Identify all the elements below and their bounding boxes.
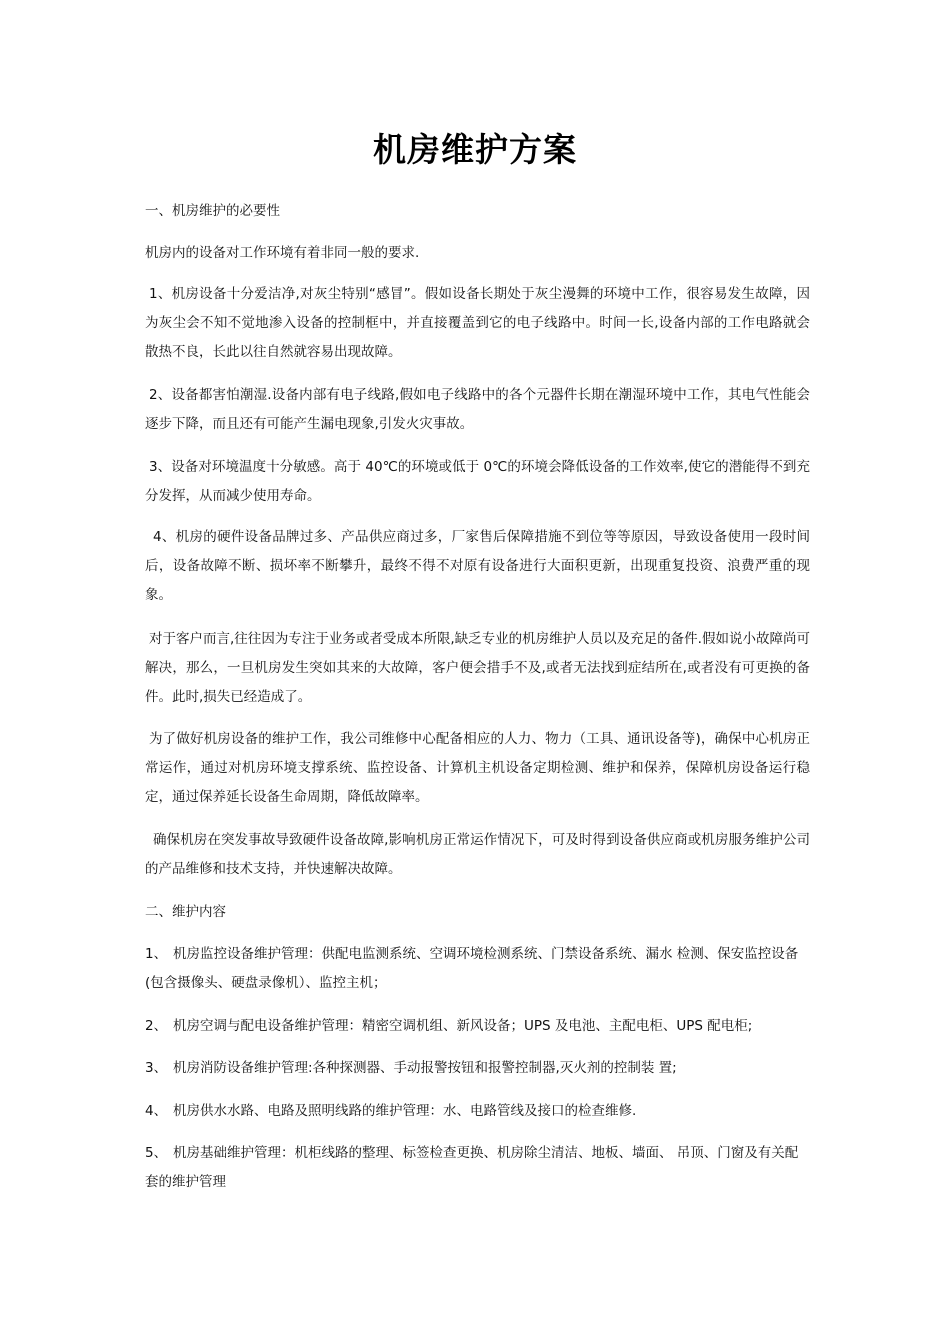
paragraph-customer: 对于客户而言,往往因为专注于业务或者受成本所限,缺乏专业的机房维护人员以及充足的备件.假如说小故障尚可解决，那么，一旦机房发生突如其来的大故障，客户便会措手不及,或者无法找到症结所在,或者没有可更换的备件。此时,损失已经造成了。 — [145, 631, 810, 705]
list-item-number: 5、 — [145, 1145, 168, 1161]
paragraph-intro: 机房内的设备对工作环境有着非同一般的要求. — [145, 245, 420, 261]
list-item — [145, 940, 810, 998]
list-item-number: 1、 — [145, 946, 168, 962]
list-item-text: 机房监控设备维护管理：供配电监测系统、空调环境检测系统、门禁设备系统、漏水 检测、保安监控设备(包含摄像头、硬盘录像机）、监控主机； — [145, 946, 799, 991]
list-item — [145, 1012, 810, 1041]
list-item-text: 机房供水水路、电路及照明线路的维护管理：水、电路管线及接口的检查维修. — [173, 1103, 637, 1119]
paragraph-temperature: 3、设备对环境温度十分敏感。高于 40℃的环境或低于 0℃的环境会降低设备的工作效率,使它的潜能得不到充分发挥，从而减少使用寿命。 — [145, 459, 810, 504]
list-item — [145, 1139, 810, 1197]
list-item-number: 4、 — [145, 1103, 168, 1119]
list-item-text: 机房空调与配电设备维护管理：精密空调机组、新风设备；UPS 及电池、主配电柜、UPS 配电柜; — [173, 1018, 753, 1034]
paragraph-emergency: 确保机房在突发事故导致硬件设备故障,影响机房正常运作情况下，可及时得到设备供应商或机房服务维护公司的产品维修和技术支持，并快速解决故障。 — [145, 832, 810, 877]
section-heading-content: 二、维护内容 — [145, 904, 226, 920]
paragraph-dust: 1、机房设备十分爱洁净,对灰尘特别“感冒”。假如设备长期处于灰尘漫舞的环境中工作，很容易发生故障，因为灰尘会不知不觉地渗入设备的控制框中，并直接覆盖到它的电子线路中。时间一长,设备内部的工作电路就会散热不良，长此以往自然就容易出现故障。 — [145, 286, 810, 360]
list-item-number: 2、 — [145, 1018, 168, 1034]
section-heading-necessity: 一、机房维护的必要性 — [145, 203, 280, 219]
list-item-number: 3、 — [145, 1060, 168, 1076]
page-title: 机房维护方案 — [373, 130, 577, 169]
paragraph-maintenance-work: 为了做好机房设备的维护工作，我公司维修中心配备相应的人力、物力（工具、通讯设备等)，确保中心机房正常运作，通过对机房环境支撑系统、监控设备、计算机主机设备定期检测、维护和保养，保障机房设备运行稳定，通过保养延长设备生命周期，降低故障率。 — [145, 731, 810, 805]
paragraph-hardware-brands: 4、机房的硬件设备品牌过多、产品供应商过多，厂家售后保障措施不到位等等原因，导致设备使用一段时间后，设备故障不断、损坏率不断攀升，最终不得不对原有设备进行大面积更新，出现重复投资、浪费严重的现象。 — [145, 529, 810, 603]
list-item-text: 机房基础维护管理：机柜线路的整理、标签检查更换、机房除尘清洁、地板、墙面、 吊顶、门窗及有关配套的维护管理 — [145, 1145, 799, 1190]
paragraph-humidity: 2、设备都害怕潮湿.设备内部有电子线路,假如电子线路中的各个元器件长期在潮湿环境中工作，其电气性能会逐步下降，而且还有可能产生漏电现象,引发火灾事故。 — [145, 387, 810, 432]
list-item-text: 机房消防设备维护管理:各种探测器、手动报警按钮和报警控制器,灭火剂的控制装 置; — [173, 1060, 677, 1076]
list-item — [145, 1097, 810, 1126]
list-item — [145, 1054, 810, 1083]
